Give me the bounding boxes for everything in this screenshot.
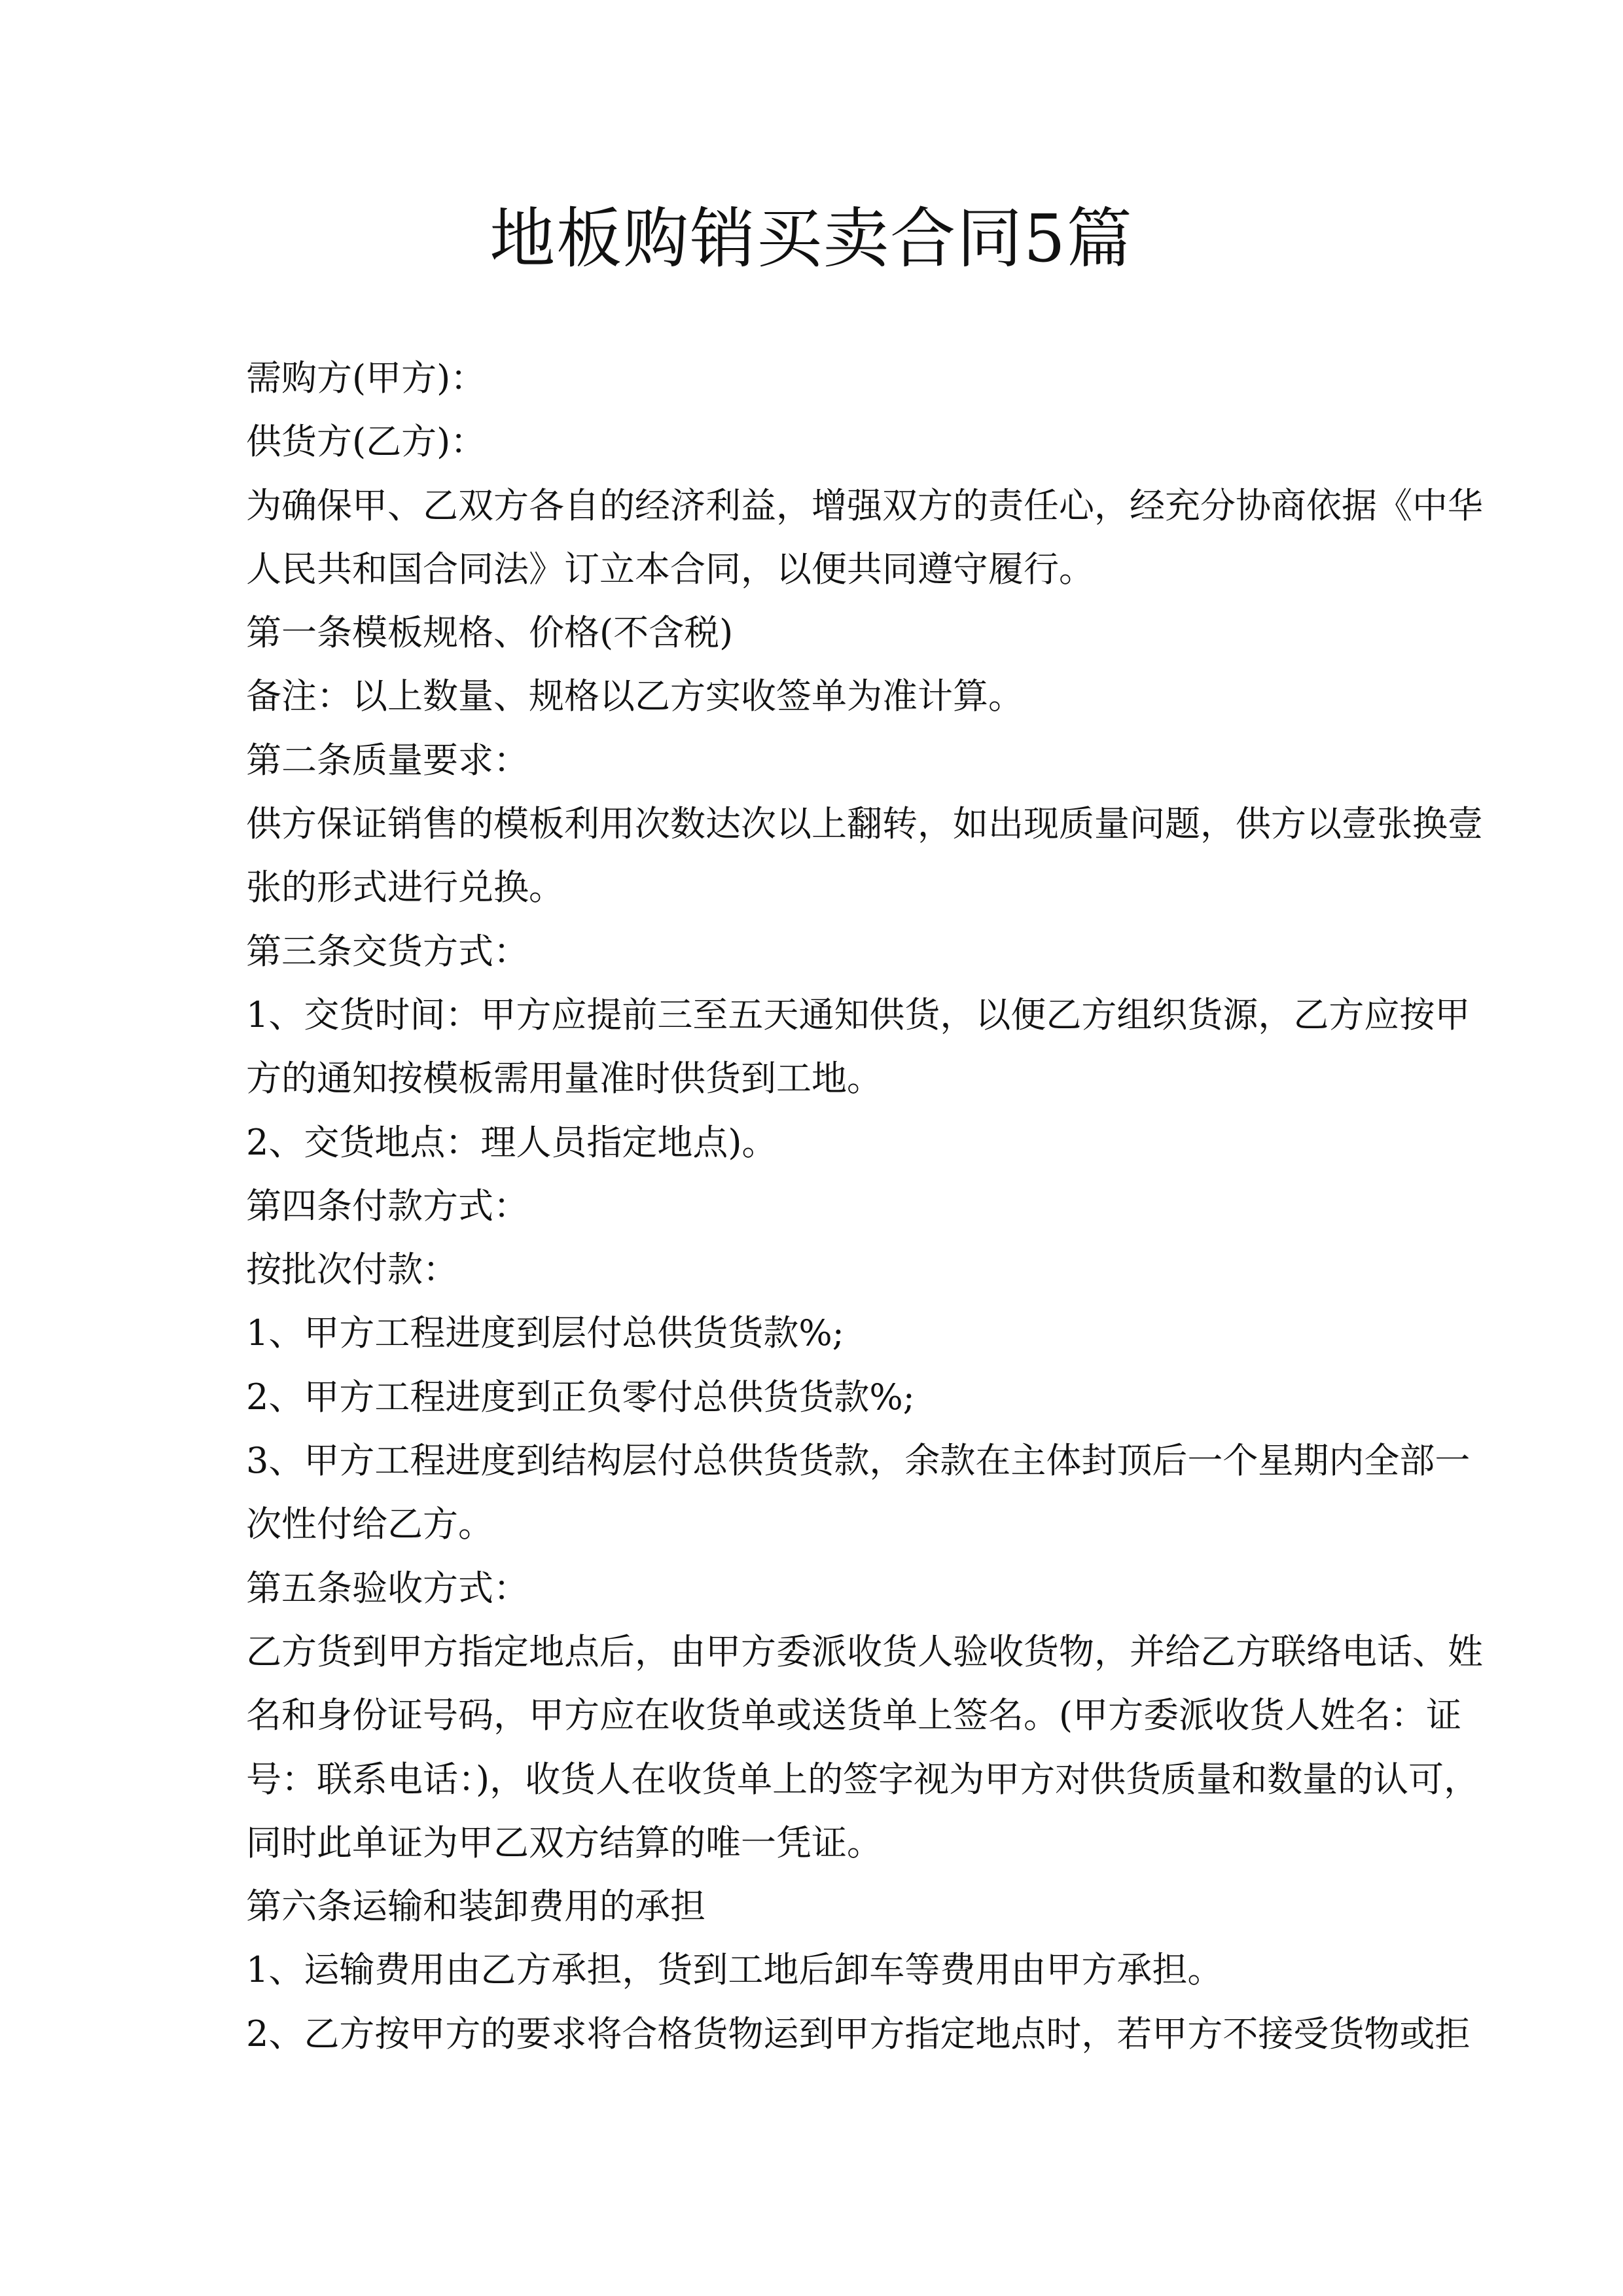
- document-body: [246, 346, 1483, 2066]
- paragraph-line: 次性付给乙方。: [246, 1503, 493, 1545]
- paragraph-line: 需购方(甲方)：: [246, 357, 486, 399]
- paragraph-line: 2、乙方按甲方的要求将合格货物运到甲方指定地点时，若甲方不接受货物或拒: [246, 2013, 1471, 2054]
- paragraph-line: 方的通知按模板需用量准时供货到工地。: [246, 1058, 882, 1100]
- paragraph-line: 第三条交货方式：: [246, 930, 529, 972]
- paragraph-line: 第六条运输和装卸费用的承担: [246, 1886, 705, 1928]
- paragraph-line: 1、运输费用由乙方承担，货到工地后卸车等费用由甲方承担。: [246, 1949, 1223, 1991]
- paragraph-line: 第二条质量要求：: [246, 739, 529, 781]
- paragraph-line: 第四条付款方式：: [246, 1185, 529, 1227]
- paragraph-line: 为确保甲、乙双方各自的经济利益，增强双方的责任心，经充分协商依据《中华: [246, 484, 1483, 526]
- paragraph-line: 名和身份证号码，甲方应在收货单或送货单上签名。(甲方委派收货人姓名：证: [246, 1695, 1462, 1736]
- paragraph-line: 第五条验收方式：: [246, 1567, 529, 1609]
- paragraph-line: 人民共和国合同法》订立本合同，以便共同遵守履行。: [246, 548, 1094, 590]
- paragraph-line: 第一条模板规格、价格(不含税): [246, 612, 734, 654]
- paragraph-line: 1、甲方工程进度到层付总供货货款%;: [246, 1312, 844, 1354]
- paragraph-line: 号：联系电话：)，收货人在收货单上的签字视为甲方对供货质量和数量的认可，: [246, 1758, 1480, 1800]
- paragraph-line: 乙方货到甲方指定地点后，由甲方委派收货人验收货物，并给乙方联络电话、姓: [246, 1630, 1483, 1672]
- paragraph-line: 张的形式进行兑换。: [246, 867, 564, 908]
- paragraph-line: 2、甲方工程进度到正负零付总供货货款%;: [246, 1376, 915, 1418]
- paragraph-line: 同时此单证为甲乙双方结算的唯一凭证。: [246, 1821, 882, 1863]
- paragraph-line: 2、交货地点：理人员指定地点)。: [246, 1121, 777, 1163]
- document-title: 地板购销买卖合同5篇: [490, 200, 1133, 277]
- paragraph-line: 3、甲方工程进度到结构层付总供货货款，余款在主体封顶后一个星期内全部一: [246, 1440, 1471, 1482]
- paragraph-line: 1、交货时间：甲方应提前三至五天通知供货，以便乙方组织货源，乙方应按甲: [246, 994, 1471, 1035]
- paragraph-line: 备注：以上数量、规格以乙方实收签单为准计算。: [246, 675, 1024, 717]
- paragraph-line: 按批次付款：: [246, 1249, 458, 1291]
- paragraph-line: 供方保证销售的模板利用次数达次以上翻转，如出现质量问题，供方以壹张换壹: [246, 803, 1483, 845]
- paragraph-line: 供货方(乙方)：: [246, 421, 486, 463]
